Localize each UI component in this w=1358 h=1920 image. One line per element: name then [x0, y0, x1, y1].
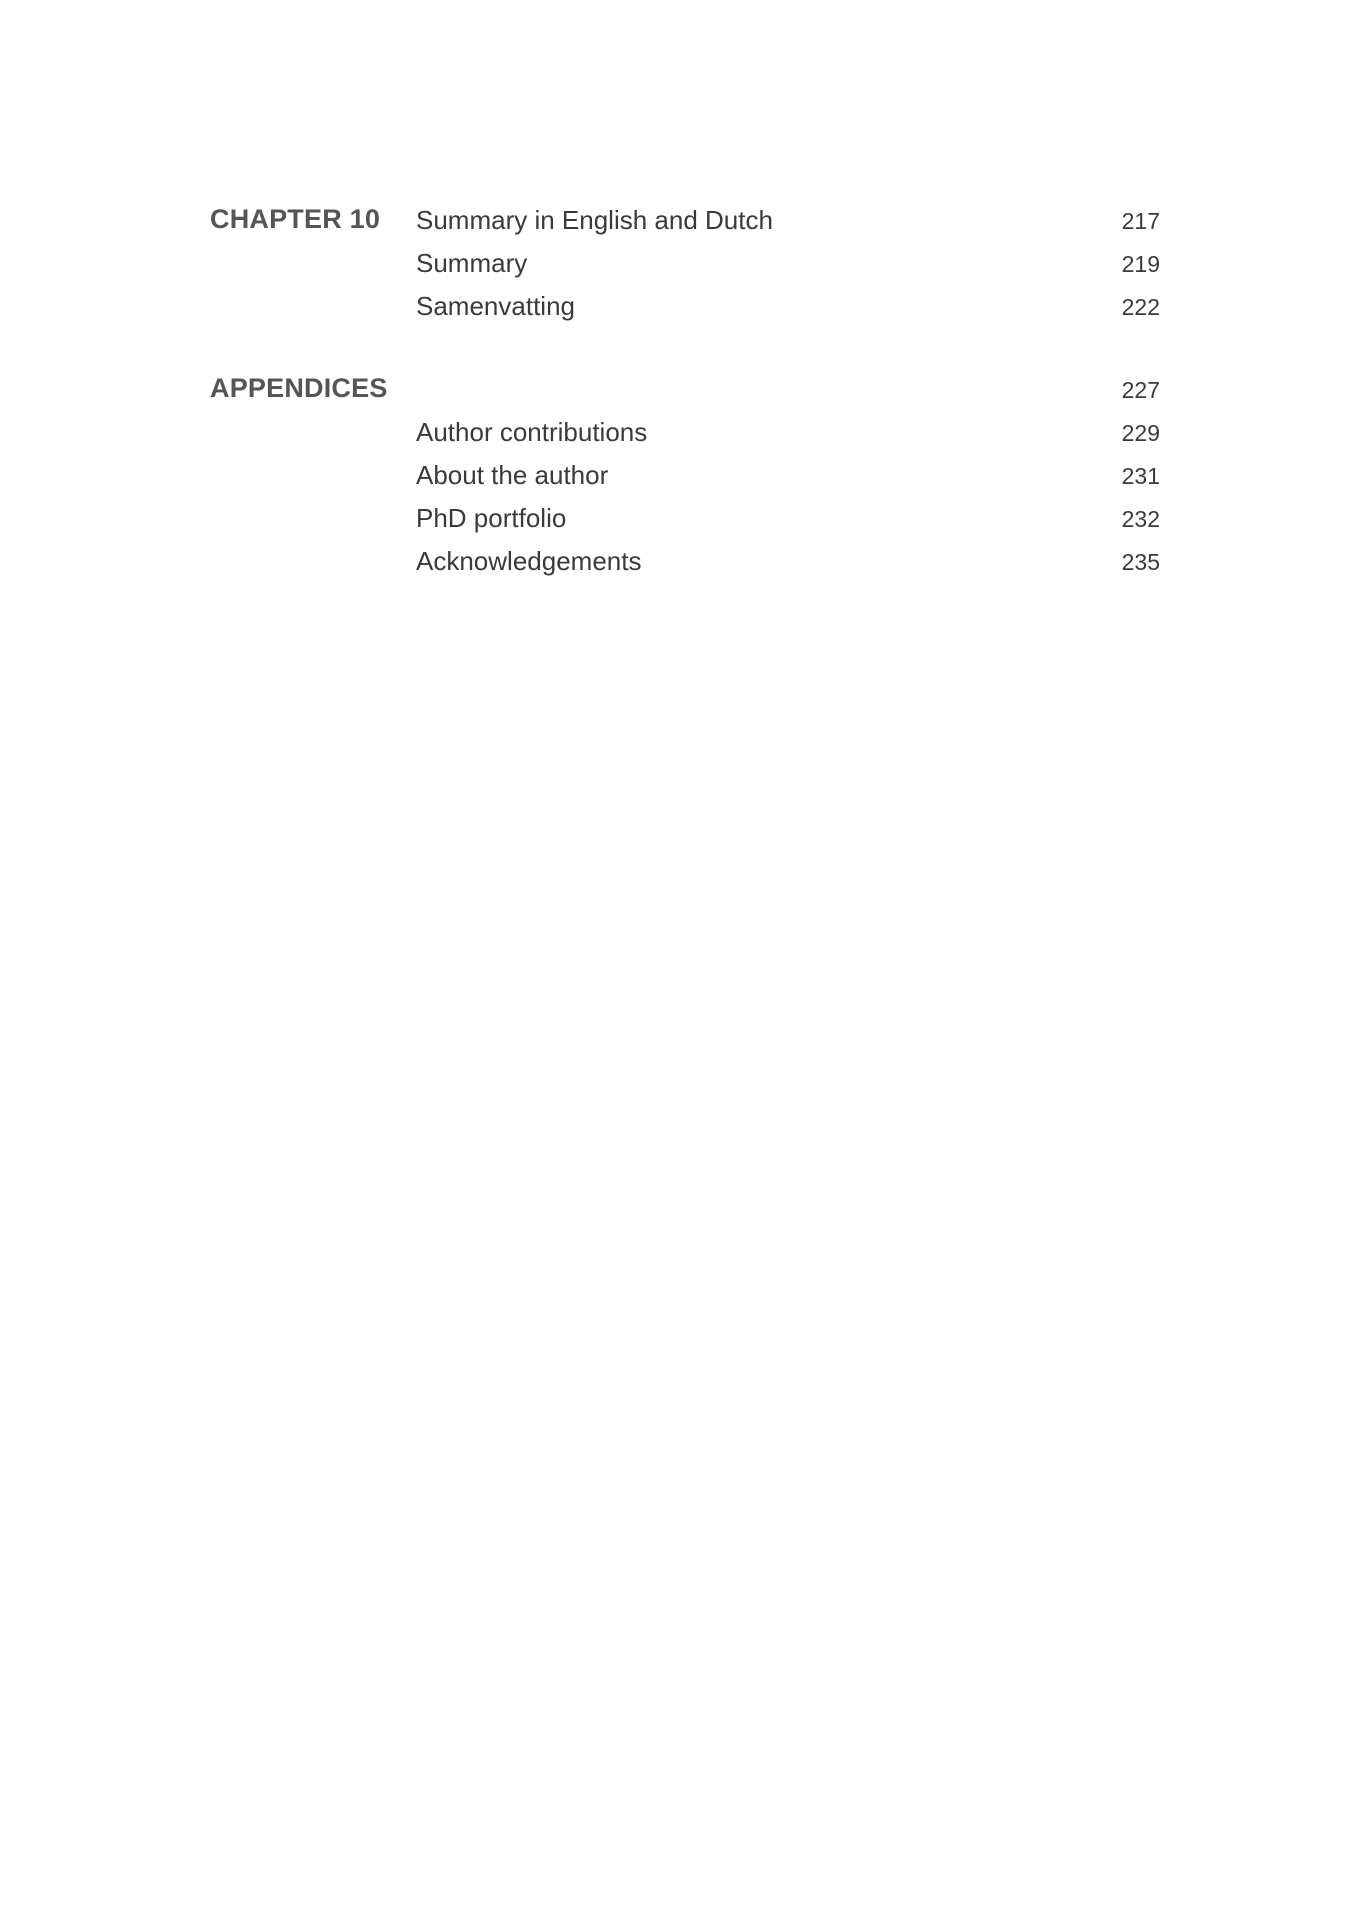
section-heading: APPENDICES	[210, 373, 388, 403]
toc-entry-page: 235	[1121, 549, 1160, 575]
toc-entry-title: Summary	[416, 248, 528, 278]
toc-row	[210, 455, 1160, 498]
section-heading: CHAPTER 10	[210, 204, 381, 234]
toc-entry-page: 219	[1121, 251, 1160, 277]
toc-entry-title: PhD portfolio	[416, 503, 567, 533]
section-heading-page: 227	[1121, 377, 1160, 403]
toc-entry-title: Acknowledgements	[416, 546, 642, 576]
toc-entry-page: 232	[1121, 506, 1160, 532]
toc-entry-title: About the author	[416, 460, 609, 490]
toc-entry-page: 222	[1121, 294, 1160, 320]
toc-entry-page: 229	[1121, 420, 1160, 446]
toc-row	[210, 286, 1160, 329]
toc-entry-title: Summary in English and Dutch	[416, 205, 773, 235]
toc-entry-title: Samenvatting	[416, 291, 575, 321]
toc-row	[210, 412, 1160, 455]
toc-section-appendices	[210, 369, 1160, 584]
toc-section-chapter-10	[210, 200, 1160, 329]
table-of-contents	[210, 200, 1160, 584]
toc-row	[210, 243, 1160, 286]
toc-row	[210, 498, 1160, 541]
toc-entry-page: 231	[1121, 463, 1160, 489]
toc-entry-page: 217	[1121, 208, 1160, 234]
toc-row	[210, 541, 1160, 584]
toc-row	[210, 200, 1160, 243]
toc-entry-title: Author contributions	[416, 417, 648, 447]
toc-row	[210, 369, 1160, 412]
